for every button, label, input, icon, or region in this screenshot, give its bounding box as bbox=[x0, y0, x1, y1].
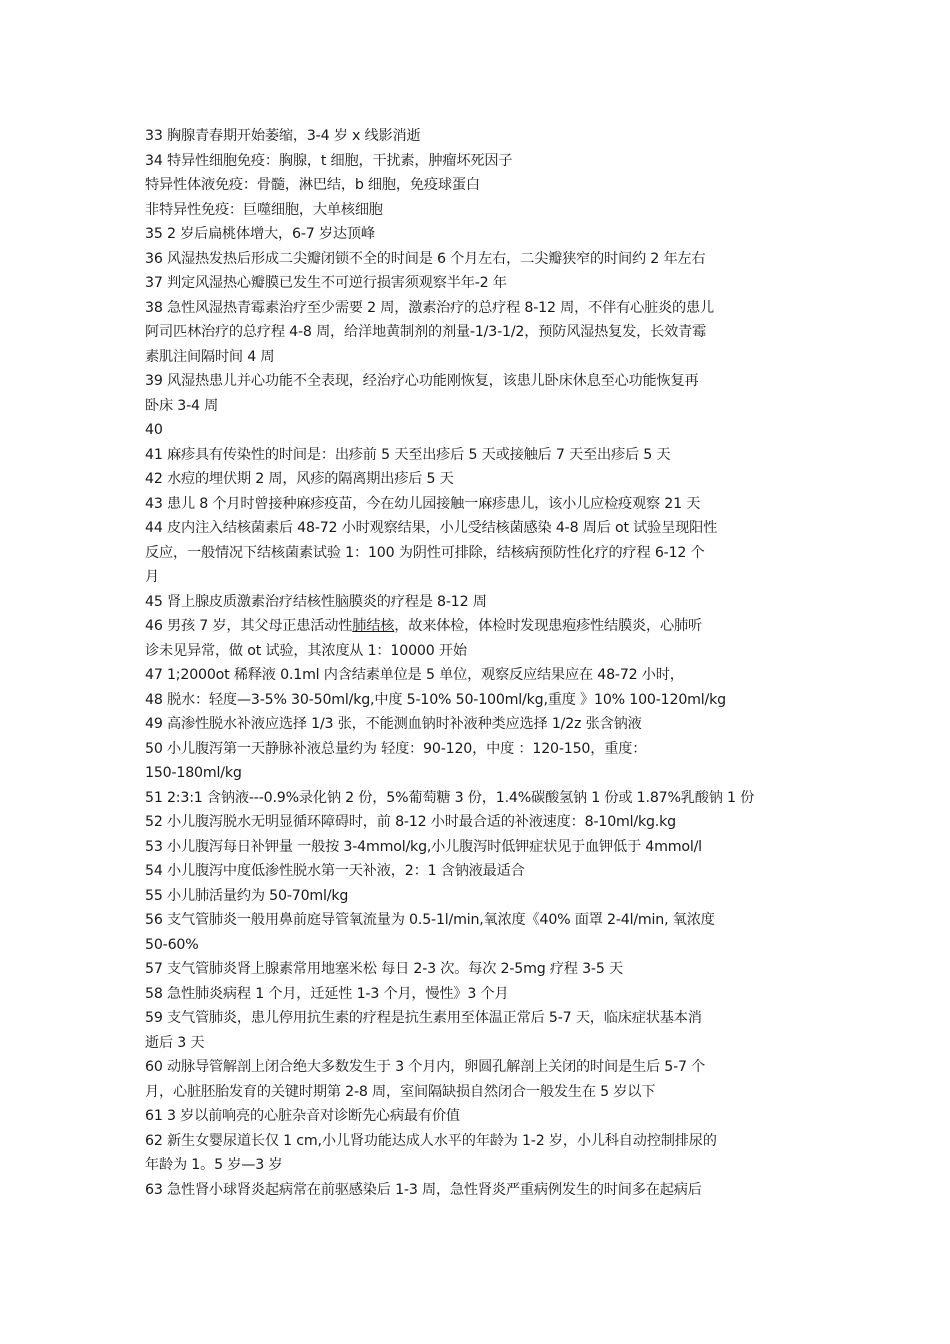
text-line: 49 高渗性脱水补液应选择 1/3 张，不能测血钠时补液种类应选择 1/2z 张含钠液 bbox=[145, 716, 642, 732]
text-line: 月，心脏胚胎发育的关键时期第 2-8 周，室间隔缺损自然闭合一般发生在 5 岁以下 bbox=[145, 1083, 656, 1100]
text-line: 35 2 岁后扁桃体增大，6-7 岁达顶峰 bbox=[145, 226, 375, 242]
text-line: 61 3 岁以前响亮的心脏杂音对诊断先心病最有价值 bbox=[145, 1108, 460, 1124]
text-line: 50-60% bbox=[145, 936, 199, 953]
text-line: 56 支气管肺炎一般用鼻前庭导管氧流量为 0.5-1l/min,氧浓度《40% 面罩 2-4l/min, 氧浓度 bbox=[145, 912, 715, 928]
text-line: 55 小儿肺活量约为 50-70ml/kg bbox=[145, 887, 349, 904]
text-line: 51 2:3:1 含钠液---0.9%录化钠 2 份，5%葡萄糖 3 份，1.4%碳酸氢钠 1 份或 1.87%乳酸钠 1 份 bbox=[145, 789, 755, 806]
text-line: 53 小儿腹泻每日补钾量 一般按 3-4mmol/kg,小儿腹泻时低钾症状见于血钾低于 4mmol/l bbox=[145, 838, 702, 855]
text-line: 43 患儿 8 个月时曾接种麻疹疫苗，今在幼儿园接触一麻疹患儿，该小儿应检疫观察 21 天 bbox=[145, 495, 701, 512]
text-line: 33 胸腺青春期开始萎缩，3-4 岁 x 线影消逝 bbox=[145, 128, 421, 144]
text-segment: 46 男孩 7 岁，其父母正患活动性 bbox=[145, 618, 353, 634]
text-line: 34 特异性细胞免疫：胸腺，t 细胞，干扰素，肿瘤坏死因子 bbox=[145, 152, 513, 169]
text-line: 41 麻疹具有传染性的时间是：出疹前 5 天至出疹后 5 天或接触后 7 天至出疹后 5 天 bbox=[145, 446, 671, 463]
text-line: 57 支气管肺炎肾上腺素常用地塞米松 每日 2-3 次。每次 2-5mg 疗程 3-5 天 bbox=[145, 961, 623, 977]
text-line: 47 1;2000ot 稀释液 0.1ml 内含结素单位是 5 单位，观察反应结果应在 48-72 小时， bbox=[145, 667, 684, 683]
text-line: 62 新生女婴尿道长仅 1 cm,小儿肾功能达成人水平的年龄为 1-2 岁，小儿科自动控制排尿的 bbox=[145, 1132, 717, 1149]
text-line: 特异性体液免疫：骨髓，淋巴结，b 细胞，免疫球蛋白 bbox=[145, 177, 480, 193]
text-line: 44 皮内注入结核菌素后 48-72 小时观察结果，小儿受结核菌感染 4-8 周后 ot 试验呈现阳性 bbox=[145, 520, 718, 536]
text-line: 52 小儿腹泻脱水无明显循环障碍时，前 8-12 小时最合适的补液速度：8-10ml/kg.kg bbox=[145, 814, 676, 830]
text-line: 150-180ml/kg bbox=[145, 765, 242, 781]
text-line: 60 动脉导管解剖上闭合绝大多数发生于 3 个月内，卵圆孔解剖上关闭的时间是生后 5-7 个 bbox=[145, 1059, 706, 1075]
text-line: 59 支气管肺炎，患儿停用抗生素的疗程是抗生素用至体温正常后 5-7 天，临床症状基本消 bbox=[145, 1010, 702, 1026]
text-line: 40 bbox=[145, 422, 163, 438]
text-line: 42 水痘的埋伏期 2 周，风疹的隔离期出疹后 5 天 bbox=[145, 471, 454, 487]
text-line: 月 bbox=[145, 569, 159, 585]
text-segment: ，故来体检，体检时发现患疱疹性结膜炎，心肺听 bbox=[394, 618, 702, 634]
text-line: 年龄为 1。5 岁—3 岁 bbox=[145, 1157, 283, 1173]
text-line: 阿司匹林治疗的总疗程 4-8 周，给洋地黄制剂的剂量-1/3-1/2，预防风湿热复发，长效青霉 bbox=[145, 324, 707, 340]
text-line: 48 脱水：轻度—3-5% 30-50ml/kg,中度 5-10% 50-100ml/kg,重度 》10% 100-120ml/kg bbox=[145, 691, 726, 708]
text-line: 50 小儿腹泻第一天静脉补液总量约为 轻度：90-120，中度 ：120-150，重度： bbox=[145, 740, 647, 757]
text-line: 逝后 3 天 bbox=[145, 1034, 205, 1051]
text-line: 36 风湿热发热后形成二尖瓣闭锁不全的时间是 6 个月左右，二尖瓣狭窄的时间约 2 年左右 bbox=[145, 250, 706, 267]
text-line: 非特异性免疫：巨噬细胞，大单核细胞 bbox=[145, 201, 383, 218]
text-line: 诊未见异常，做 ot 试验，其浓度从 1：10000 开始 bbox=[145, 642, 467, 659]
document-body bbox=[145, 124, 810, 1202]
text-line: 37 判定风湿热心瓣膜已发生不可逆行损害须观察半年-2 年 bbox=[145, 275, 507, 291]
hyperlink-text[interactable]: 肺结核 bbox=[352, 618, 395, 634]
text-line: 54 小儿腹泻中度低渗性脱水第一天补液，2：1 含钠液最适合 bbox=[145, 863, 525, 879]
text-line bbox=[145, 614, 810, 639]
text-line: 58 急性肺炎病程 1 个月，迁延性 1-3 个月，慢性》3 个月 bbox=[145, 985, 509, 1002]
text-line: 卧床 3-4 周 bbox=[145, 397, 219, 414]
text-line: 38 急性风湿热青霉素治疗至少需要 2 周，激素治疗的总疗程 8-12 周，不伴有心脏炎的患儿 bbox=[145, 299, 714, 316]
text-line: 素肌注间隔时间 4 周 bbox=[145, 348, 275, 365]
text-line: 反应，一般情况下结核菌素试验 1：100 为阴性可排除，结核病预防性化疗的疗程 6-12 个 bbox=[145, 544, 705, 561]
text-line: 45 肾上腺皮质激素治疗结核性脑膜炎的疗程是 8-12 周 bbox=[145, 593, 487, 610]
text-line: 63 急性肾小球肾炎起病常在前驱感染后 1-3 周，急性肾炎严重病例发生的时间多在起病后 bbox=[145, 1181, 702, 1198]
text-line: 39 风湿热患儿并心功能不全表现，经治疗心功能刚恢复，该患儿卧床休息至心功能恢复再 bbox=[145, 373, 699, 389]
